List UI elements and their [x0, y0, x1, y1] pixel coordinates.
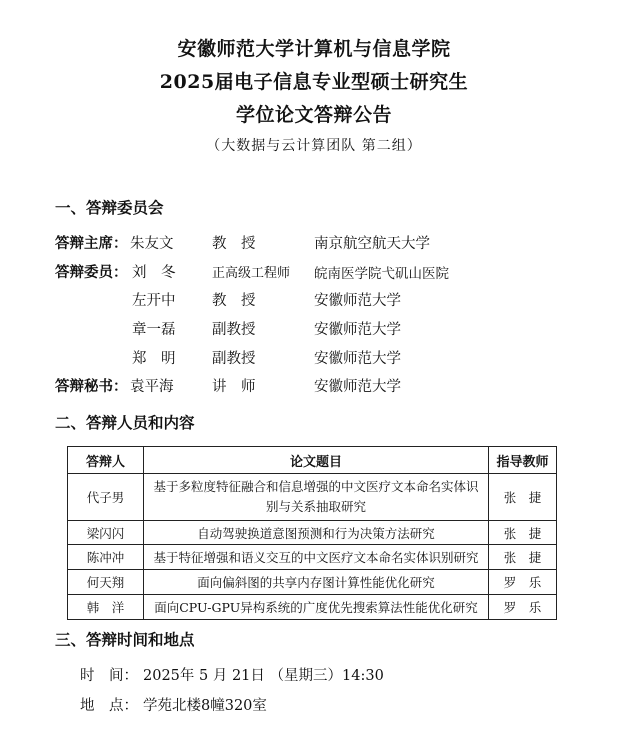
thesis-topic-line: 基于多粒度特征融合和信息增强的中文医疗文本命名实体识 [153, 479, 479, 494]
secretary-title: 讲 师 [212, 379, 256, 395]
thesis-topic [144, 474, 489, 521]
table-row [68, 570, 557, 595]
chair-name: 朱友文 [130, 236, 174, 252]
secretary-name: 袁平海 [130, 379, 174, 395]
student-name: 何天翔 [68, 570, 144, 595]
advisor-name: 罗 乐 [489, 595, 557, 620]
table-row [68, 474, 557, 521]
member-name: 刘 冬 [132, 265, 176, 281]
member-org: 安徽师范大学 [314, 351, 401, 367]
chair-role-label: 答辩主席： [55, 235, 128, 252]
member-name: 左开中 [132, 293, 176, 309]
notice-title-line3: 学位论文答辩公告 [235, 104, 392, 126]
secretary-role-label: 答辩秘书： [55, 378, 128, 395]
member-title: 副教授 [212, 322, 256, 338]
advisor-name: 罗 乐 [489, 570, 557, 595]
candidates-table [67, 446, 557, 620]
place-label: 地 点： [80, 698, 138, 714]
member-title: 教 授 [212, 293, 256, 309]
members-role-label: 答辩委员： [55, 264, 128, 281]
notice-title-line1: 安徽师范大学计算机与信息学院 [177, 38, 451, 60]
section-committee-heading: 一、答辩委员会 [55, 198, 164, 217]
column-header-advisor: 指导教师 [489, 447, 557, 474]
member-title: 副教授 [212, 351, 256, 367]
member-org: 安徽师范大学 [314, 322, 401, 338]
student-name: 梁闪闪 [68, 521, 144, 545]
table-row [68, 595, 557, 620]
thesis-topic: 自动驾驶换道意图预测和行为决策方法研究 [144, 521, 489, 545]
table-row [68, 521, 557, 545]
advisor-name: 张 捷 [489, 521, 557, 545]
chair-org: 南京航空航天大学 [314, 236, 430, 252]
section-schedule-heading: 三、答辩时间和地点 [55, 630, 195, 649]
time-value: 2025年 5 月 21日 （星期三）14:30 [143, 668, 384, 684]
column-header-student: 答辩人 [68, 447, 144, 474]
time-label: 时 间： [80, 668, 138, 684]
member-name: 章一磊 [132, 322, 176, 338]
thesis-topic-line: 别与关系抽取研究 [265, 499, 366, 514]
thesis-topic: 基于特征增强和语义交互的中文医疗文本命名实体识别研究 [144, 545, 489, 570]
member-name: 郑 明 [132, 351, 176, 367]
chair-title: 教 授 [212, 236, 256, 252]
member-org: 安徽师范大学 [314, 293, 401, 309]
member-title: 正高级工程师 [212, 266, 291, 281]
secretary-org: 安徽师范大学 [314, 379, 401, 395]
table-row [68, 545, 557, 570]
student-name: 代子男 [68, 474, 144, 521]
thesis-topic: 面向偏斜图的共享内存图计算性能优化研究 [144, 570, 489, 595]
notice-subtitle: （大数据与云计算团队 第二组） [206, 138, 422, 154]
place-value: 学苑北楼8幢320室 [143, 698, 267, 714]
advisor-name: 张 捷 [489, 474, 557, 521]
advisor-name: 张 捷 [489, 545, 557, 570]
member-org: 皖南医学院弋矶山医院 [314, 266, 449, 282]
column-header-topic: 论文题目 [144, 447, 489, 474]
thesis-topic: 面向CPU-GPU异构系统的广度优先搜索算法性能优化研究 [144, 595, 489, 620]
section-candidates-heading: 二、答辩人员和内容 [55, 413, 195, 432]
student-name: 韩 洋 [68, 595, 144, 620]
student-name: 陈冲冲 [68, 545, 144, 570]
table-header-row [68, 447, 557, 474]
notice-title-line2: 2025届电子信息专业型硕士研究生 [159, 71, 469, 93]
